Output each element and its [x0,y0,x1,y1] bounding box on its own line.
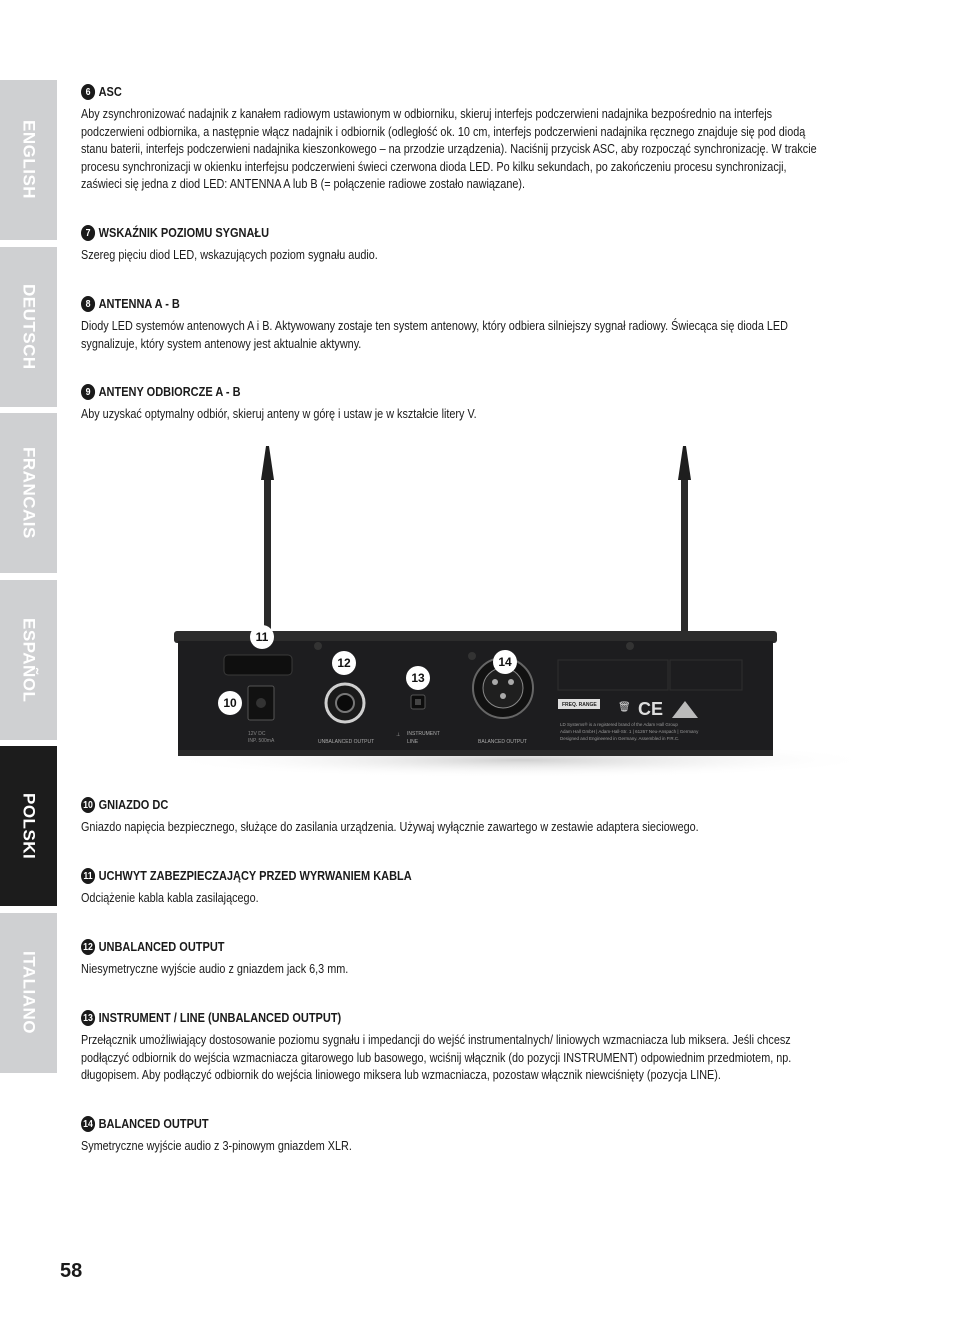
unbalanced-output-label: UNBALANCED OUTPUT [318,739,375,745]
callout-13 [406,666,430,690]
number-badge: 8 [81,296,95,312]
section-title: INSTRUMENT / LINE (UNBALANCED OUTPUT) [98,1011,342,1025]
screw-icon [468,652,476,660]
text-line: procesu synchronizacji w okienku interfejsu podczerwieni świeci czerwona dioda LED. Po kilku sekundach, po zakończeniu procesu synchronizacji, [81,159,787,174]
section-dc-socket [81,797,876,837]
section-instrument-line [81,1010,876,1085]
number-badge: 6 [81,84,95,100]
section-title: ANTENNA A - B [98,297,180,311]
section-title: ANTENY ODBIORCZE A - B [98,385,241,399]
callout-14 [493,650,517,674]
text-line: zaświeci się jedna z diod LED: ANTENNA A lub B (= połączenie radiowe zostało nawiązane). [81,177,526,192]
section-heading [81,84,781,100]
brand-line: Adam Hall GmbH | Adam-Hall-Str. 1 | 61267 Neu-Anspach | Germany [560,729,699,734]
tab-label: FRANCAIS [19,447,39,539]
text-line: podczerwieni odbiornika, a następnie włącz nadajnik i odbiornik (odległość ok. 10 cm, interfejs podczerwieni nadajnika ręcznego znajduje się pod diodą [81,124,806,139]
callout-11 [250,625,274,649]
number-badge: 9 [81,384,95,400]
section-heading [81,225,781,241]
screw-icon [314,642,322,650]
section-body [81,247,877,265]
weee-icon: 🗑 [618,702,631,713]
tab-label: ITALIANO [19,951,39,1035]
section-cable-clamp [81,868,876,908]
callout-12 [332,651,356,675]
section-body [81,1138,877,1156]
tab-label: POLSKI [19,792,39,860]
section-asc [81,84,876,194]
text-line: Szereg pięciu diod LED, wskazujących poziom sygnału audio. [81,248,378,262]
text-line: Aby zsynchronizować nadajnik z kanałem radiowym ustawionym w odbiorniku, skieruj interfejs podczerwieni nadajnika bezpośrednio na interfejs [81,107,773,121]
tab-italiano[interactable] [0,913,57,1073]
number-badge: 12 [81,939,95,955]
ce-mark: CE [638,699,664,719]
section-body [81,890,877,908]
section-heading [81,797,781,813]
section-title: UNBALANCED OUTPUT [98,940,225,954]
cable-clamp [224,655,292,675]
balanced-output-label: BALANCED OUTPUT [478,739,527,745]
text-line: podłączyć odbiornik do wejścia wzmacniacza gitarowego lub basowego, wciśnij włącznik (do pozycji INSTRUMENT) odpowiednim przedmiotem, np. [81,1050,792,1065]
text-line: Symetryczne wyjście audio z 3-pinowym gniazdem XLR. [81,1139,352,1153]
number-badge: 7 [81,225,95,241]
tab-polski[interactable] [0,746,57,906]
callout-10 [218,691,242,715]
svg-text:14: 14 [498,655,512,669]
screw-icon [626,642,634,650]
instrument-label: INSTRUMENT [407,731,440,737]
section-antenna-ab [81,296,876,353]
freq-range-label: FREQ. RANGE [562,702,597,708]
instrument-switch-mark: ⊥ [396,732,401,738]
text-line: Przełącznik umożliwiający dostosowanie poziomu sygnału i impedancji do wejść instrumentalnych/ liniowych wzmacniacza lub miksera. Jeśli chcesz [81,1033,791,1047]
section-receiver-antennas [81,384,876,424]
number-badge: 10 [81,797,95,813]
svg-text:13: 13 [411,671,425,685]
tab-english[interactable] [0,80,57,240]
section-title: UCHWYT ZABEZPIECZAJĄCY PRZED WYRWANIEM KABLA [98,869,412,883]
svg-text:12: 12 [337,656,351,670]
svg-text:11: 11 [255,630,269,644]
section-body [81,961,877,979]
svg-text:10: 10 [223,696,237,710]
section-body [81,1032,877,1085]
section-body [81,106,877,194]
antenna-a [261,446,274,641]
tab-deutsch[interactable] [0,247,57,407]
brand-line: Designed and Engineered in Germany. Assembled in P.R.C. [560,736,680,741]
text-line: stanu baterii, interfejs podczerwieni nadajnika kieszonkowego – na przodzie urządzenia). Naciśnij przycisk ASC, aby rozpocząć synchronizację. W trakcie [81,142,817,157]
section-heading [81,1010,781,1026]
receiver-rear-panel-figure [160,438,880,788]
text-line: sygnalizuje, który system antenowy jest aktualnie aktywny. [81,336,362,351]
section-title: ASC [98,85,122,99]
tab-label: ESPAÑOL [19,617,39,703]
line-label: LINE [407,739,419,745]
tab-label: ENGLISH [19,120,39,200]
section-unbalanced-output [81,939,876,979]
tab-francais[interactable] [0,413,57,573]
receiver-illustration [160,438,880,788]
tab-espanol[interactable] [0,580,57,740]
text-line: długopisem. Aby podłączyć odbiornik do wejścia liniowego miksera lub wzmacniacza, pozostaw włącznik niewciśnięty (pozycja LINE). [81,1068,721,1083]
section-body [81,318,877,353]
text-line: Diody LED systemów antenowych A i B. Aktywowany zostaje ten system antenowy, który odbiera silniejszy sygnał radiowy. Świecąca się dioda LED [81,319,788,333]
text-line: Niesymetryczne wyjście audio z gniazdem jack 6,3 mm. [81,962,349,976]
section-body [81,819,877,837]
section-balanced-output [81,1116,876,1156]
text-line: Gniazdo napięcia bezpiecznego, służące do zasilania urządzenia. Używaj wyłącznie zawartego w zestawie adaptera sieciowego. [81,820,699,834]
section-heading [81,384,781,400]
section-heading [81,868,781,884]
section-title: WSKAŹNIK POZIOMU SYGNAŁU [98,226,270,240]
dc-label-1: 12V DC [248,731,266,737]
section-title: BALANCED OUTPUT [98,1117,209,1131]
section-heading [81,1116,781,1132]
tab-label: DEUTSCH [19,284,39,370]
section-heading [81,296,781,312]
text-line: Odciążenie kabla kabla zasilającego. [81,891,259,905]
section-body [81,406,877,424]
number-badge: 11 [81,868,95,884]
number-badge: 13 [81,1010,95,1026]
antenna-b [678,446,691,641]
page-number: 58 [60,1260,83,1282]
dc-label-2: INP. 500mA [248,738,275,744]
section-title: GNIAZDO DC [98,798,169,812]
text-line: Aby uzyskać optymalny odbiór, skieruj anteny w górę i ustaw je w kształcie litery V. [81,407,477,421]
section-signal-level [81,225,876,265]
number-badge: 14 [81,1116,95,1132]
section-heading [81,939,781,955]
brand-line: LD Systems® is a registered brand of the Adam Hall Group [560,722,678,727]
